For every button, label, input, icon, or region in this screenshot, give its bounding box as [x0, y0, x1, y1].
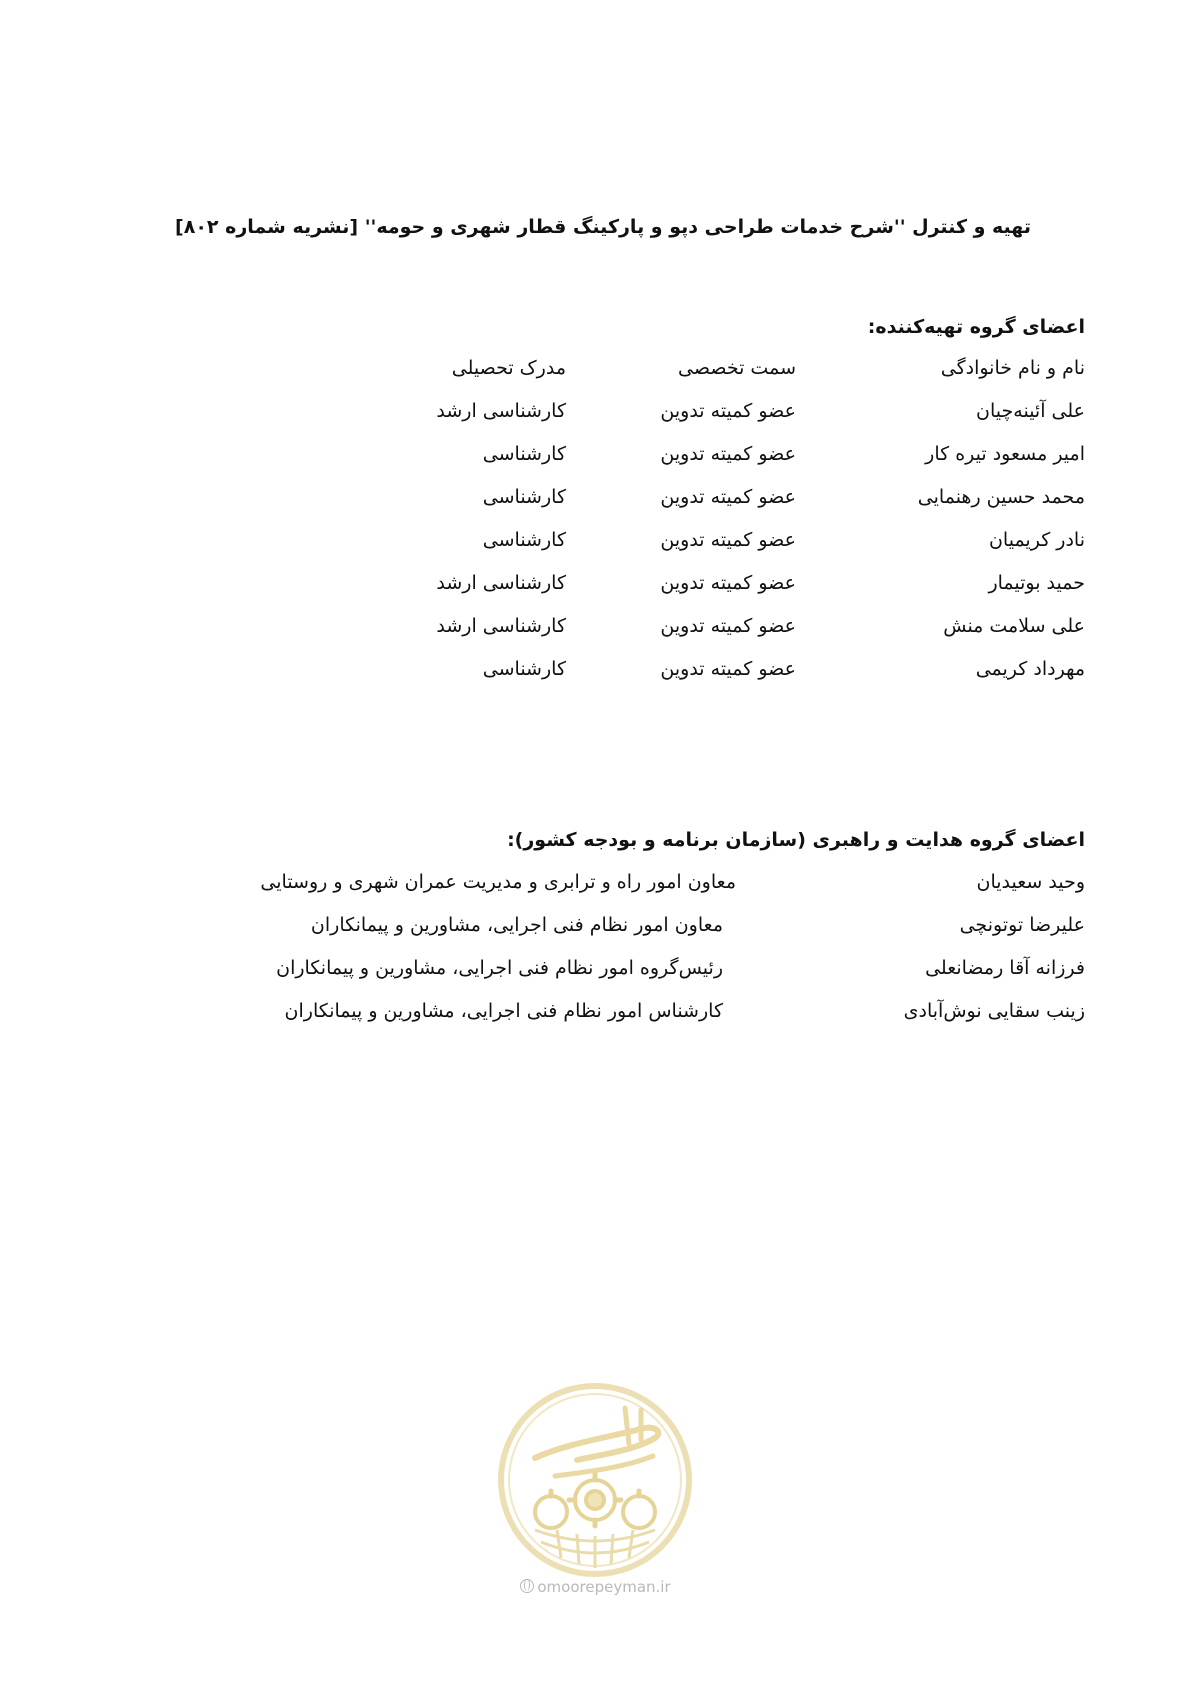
steering-member-row	[0, 914, 1191, 944]
member-role: عضو کمیته تدوین	[660, 615, 796, 637]
member-role: عضو کمیته تدوین	[660, 658, 796, 680]
member-role: عضو کمیته تدوین	[660, 400, 796, 422]
member-name: علی آئینه‌چیان	[976, 400, 1085, 422]
member-degree: کارشناسی ارشد	[436, 572, 566, 594]
steering-group-heading: اعضای گروه هدایت و راهبری (سازمان برنامه و بودجه کشور):	[507, 829, 1085, 851]
steering-member-position: کارشناس امور نظام فنی اجرایی، مشاورین و پیمانکاران	[284, 1000, 723, 1022]
member-degree: کارشناسی ارشد	[436, 615, 566, 637]
steering-member-row	[0, 957, 1191, 987]
member-degree: کارشناسی	[482, 529, 566, 551]
member-role: عضو کمیته تدوین	[660, 529, 796, 551]
steering-member-name: زینب سقایی نوش‌آبادی	[903, 1000, 1085, 1022]
column-header-degree: مدرک تحصیلی	[451, 357, 566, 379]
omoor-peyman-logo-icon	[495, 1380, 695, 1580]
steering-member-name: وحید سعیدیان	[976, 871, 1085, 893]
steering-member-position: رئیس‌گروه امور نظام فنی اجرایی، مشاورین و پیمانکاران	[276, 957, 723, 979]
steering-member-name: فرزانه آقا رمضانعلی	[925, 957, 1085, 979]
steering-member-row	[0, 1000, 1191, 1030]
member-degree: کارشناسی	[482, 443, 566, 465]
steering-member-position: معاون امور راه و ترابری و مدیریت عمران شهری و روستایی	[260, 871, 736, 893]
steering-member-position: معاون امور نظام فنی اجرایی، مشاورین و پیمانکاران	[310, 914, 723, 936]
document-title: تهیه و کنترل ''شرح خدمات طراحی دپو و پارکینگ قطار شهری و حومه'' [نشریه شماره ۸۰۲]	[175, 216, 1031, 238]
preparation-table-header	[0, 357, 1191, 387]
column-header-name: نام و نام خانوادگی	[940, 357, 1085, 379]
member-degree: کارشناسی	[482, 486, 566, 508]
member-name: محمد حسین رهنمایی	[917, 486, 1085, 508]
watermark-logo	[495, 1380, 695, 1580]
preparation-member-row	[0, 443, 1191, 473]
member-name: علی سلامت منش	[943, 615, 1085, 637]
member-role: عضو کمیته تدوین	[660, 486, 796, 508]
steering-member-name: علیرضا توتونچی	[959, 914, 1085, 936]
member-name: امیر مسعود تیره کار	[925, 443, 1085, 465]
website-url: omoorepeyman.ir	[537, 1578, 671, 1596]
preparation-member-row	[0, 658, 1191, 688]
preparation-member-row	[0, 486, 1191, 516]
member-name: مهرداد کریمی	[975, 658, 1085, 680]
member-role: عضو کمیته تدوین	[660, 443, 796, 465]
member-name: حمید بوتیمار	[988, 572, 1085, 594]
globe-icon	[520, 1579, 534, 1593]
preparation-member-row	[0, 400, 1191, 430]
steering-member-row	[0, 871, 1191, 901]
member-degree: کارشناسی	[482, 658, 566, 680]
preparation-member-row	[0, 615, 1191, 645]
member-name: نادر کریمیان	[988, 529, 1085, 551]
preparation-member-row	[0, 572, 1191, 602]
member-role: عضو کمیته تدوین	[660, 572, 796, 594]
member-degree: کارشناسی ارشد	[436, 400, 566, 422]
preparation-group-heading: اعضای گروه تهیه‌کننده:	[867, 316, 1085, 338]
website-footer	[0, 1578, 1191, 1596]
column-header-role: سمت تخصصی	[678, 357, 796, 379]
preparation-member-row	[0, 529, 1191, 559]
